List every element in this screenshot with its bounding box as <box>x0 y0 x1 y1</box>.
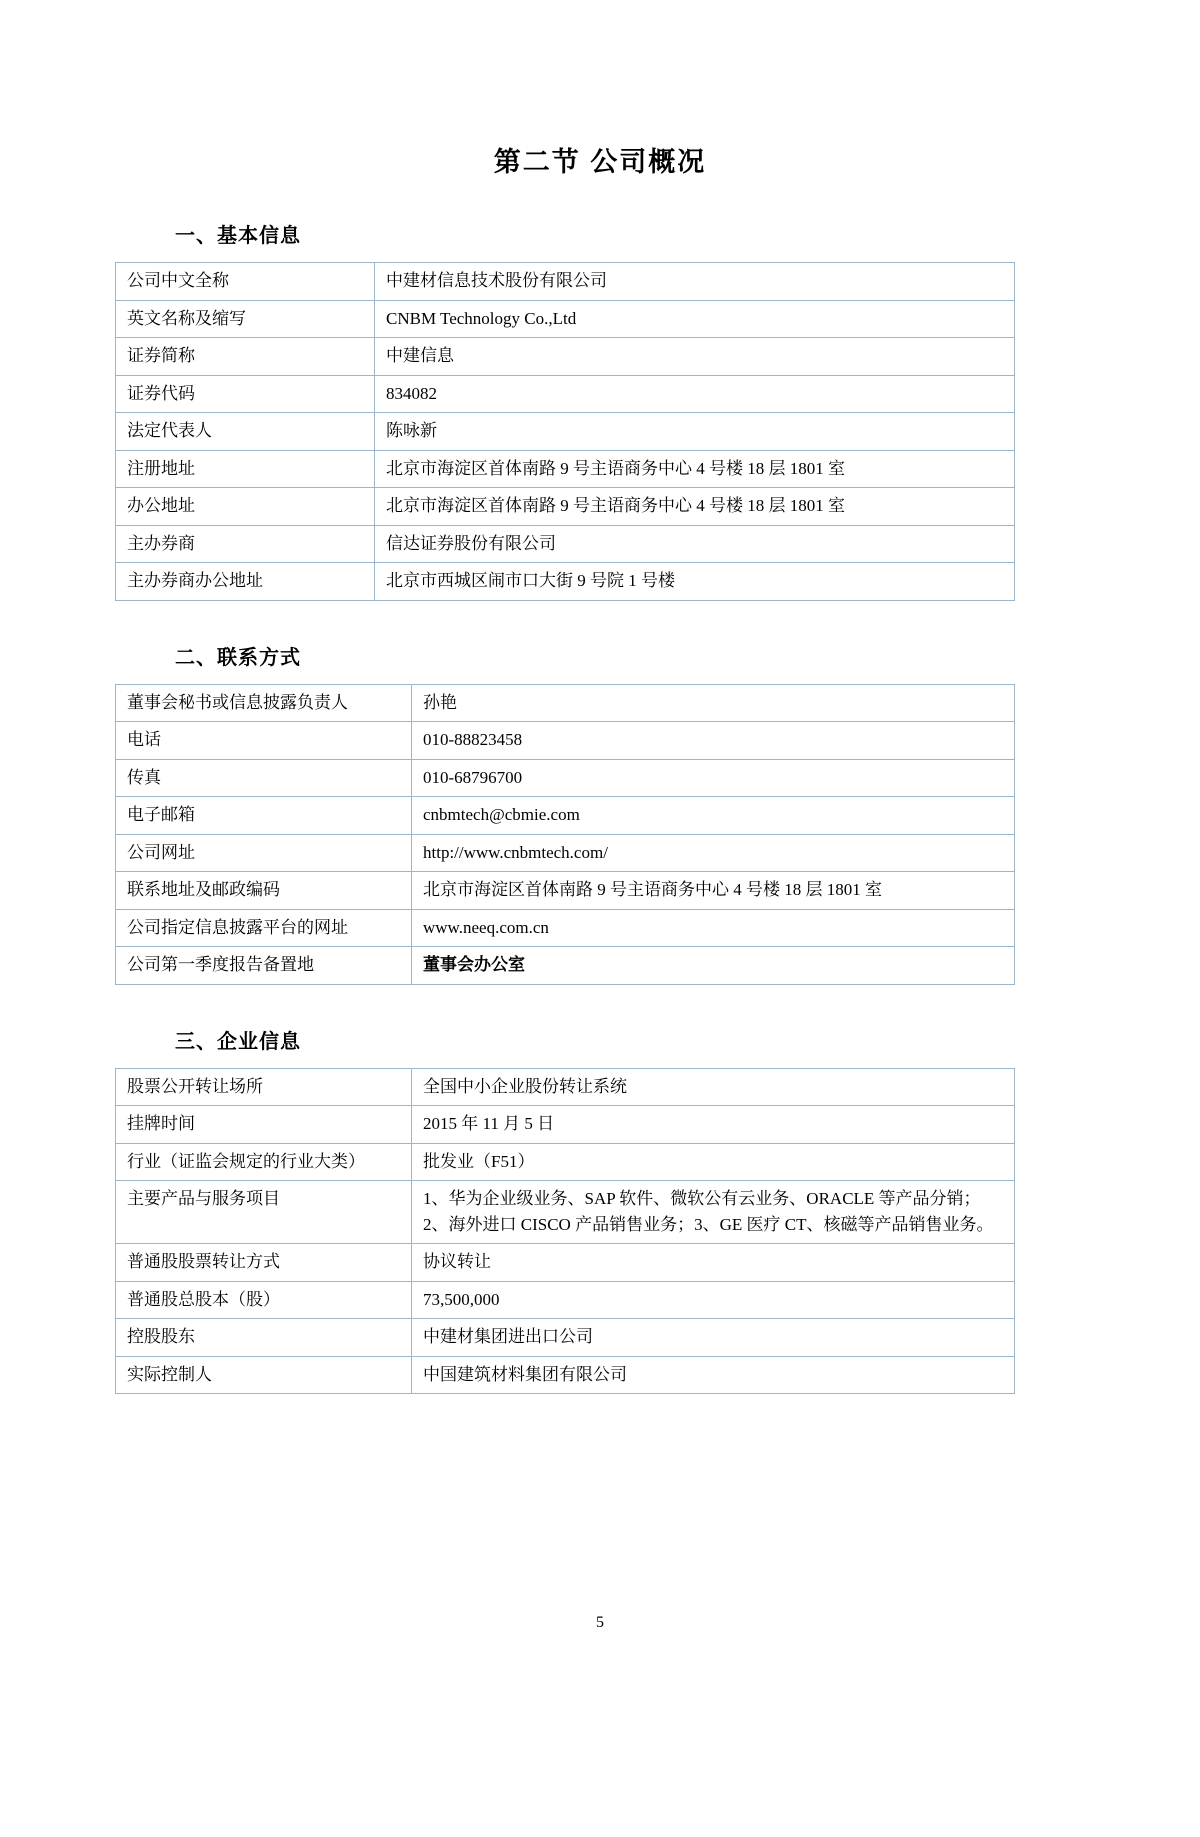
table-row <box>116 1356 1015 1394</box>
row-value: 全国中小企业股份转让系统 <box>412 1068 1015 1106</box>
row-value: 中国建筑材料集团有限公司 <box>412 1356 1015 1394</box>
table-row <box>116 1068 1015 1106</box>
row-value: http://www.cnbmtech.com/ <box>412 834 1015 872</box>
row-label: 联系地址及邮政编码 <box>116 872 412 910</box>
row-label: 公司网址 <box>116 834 412 872</box>
row-value: 北京市海淀区首体南路 9 号主语商务中心 4 号楼 18 层 1801 室 <box>375 450 1015 488</box>
table-row <box>116 759 1015 797</box>
row-label: 英文名称及缩写 <box>116 300 375 338</box>
row-label: 控股股东 <box>116 1319 412 1357</box>
row-value: 2015 年 11 月 5 日 <box>412 1106 1015 1144</box>
table-row <box>116 834 1015 872</box>
table-row <box>116 1244 1015 1282</box>
row-label: 公司第一季度报告备置地 <box>116 947 412 985</box>
row-label: 传真 <box>116 759 412 797</box>
page-title: 第二节 公司概况 <box>493 147 707 177</box>
row-label: 电子邮箱 <box>116 797 412 835</box>
table-row <box>116 909 1015 947</box>
row-value: 孙艳 <box>412 684 1015 722</box>
row-label: 挂牌时间 <box>116 1106 412 1144</box>
table-enterprise-info <box>115 1068 1015 1395</box>
table-row <box>116 1281 1015 1319</box>
row-label: 证券简称 <box>116 338 375 376</box>
row-label: 普通股股票转让方式 <box>116 1244 412 1282</box>
table-row <box>116 375 1015 413</box>
row-label: 证券代码 <box>116 375 375 413</box>
row-value: 010-88823458 <box>412 722 1015 760</box>
row-value: 陈咏新 <box>375 413 1015 451</box>
row-label: 主办券商 <box>116 525 375 563</box>
table-row <box>116 563 1015 601</box>
table-row <box>116 947 1015 985</box>
table-row <box>116 684 1015 722</box>
row-label: 注册地址 <box>116 450 375 488</box>
table-row <box>116 872 1015 910</box>
table-row <box>116 450 1015 488</box>
row-value: 北京市海淀区首体南路 9 号主语商务中心 4 号楼 18 层 1801 室 <box>412 872 1015 910</box>
table-row <box>116 1181 1015 1244</box>
row-value: 北京市海淀区首体南路 9 号主语商务中心 4 号楼 18 层 1801 室 <box>375 488 1015 526</box>
table-row <box>116 1143 1015 1181</box>
row-label: 股票公开转让场所 <box>116 1068 412 1106</box>
row-label: 办公地址 <box>116 488 375 526</box>
row-value: 中建材信息技术股份有限公司 <box>375 263 1015 301</box>
section-heading-basic-info: 一、基本信息 <box>175 225 301 247</box>
row-label: 主要产品与服务项目 <box>116 1181 412 1244</box>
table-basic-info <box>115 262 1015 601</box>
row-label: 行业（证监会规定的行业大类） <box>116 1143 412 1181</box>
document-page <box>0 140 1200 1837</box>
table-row <box>116 488 1015 526</box>
row-value: 信达证券股份有限公司 <box>375 525 1015 563</box>
row-label: 实际控制人 <box>116 1356 412 1394</box>
table-row <box>116 338 1015 376</box>
row-label: 公司中文全称 <box>116 263 375 301</box>
row-value: 1、华为企业级业务、SAP 软件、微软公有云业务、ORACLE 等产品分销；2、海外进口 CISCO 产品销售业务；3、GE 医疗 CT、核磁等产品销售业务。 <box>412 1181 1015 1244</box>
section-heading-contact: 二、联系方式 <box>175 646 301 669</box>
table-row <box>116 722 1015 760</box>
row-value: 批发业（F51） <box>412 1143 1015 1181</box>
row-value: 董事会办公室 <box>412 947 1015 985</box>
table-contact-info <box>115 684 1015 985</box>
row-label: 法定代表人 <box>116 413 375 451</box>
row-value: 中建信息 <box>375 338 1015 376</box>
row-label: 普通股总股本（股） <box>116 1281 412 1319</box>
table-row <box>116 1106 1015 1144</box>
row-label: 董事会秘书或信息披露负责人 <box>116 684 412 722</box>
row-value: www.neeq.com.cn <box>412 909 1015 947</box>
table-row <box>116 263 1015 301</box>
row-value: 北京市西城区闹市口大街 9 号院 1 号楼 <box>375 563 1015 601</box>
table-row <box>116 413 1015 451</box>
row-value: 中建材集团进出口公司 <box>412 1319 1015 1357</box>
table-row <box>116 525 1015 563</box>
table-row <box>116 300 1015 338</box>
section-heading-enterprise-info: 三、企业信息 <box>175 1030 301 1053</box>
row-value: 010-68796700 <box>412 759 1015 797</box>
row-label: 主办券商办公地址 <box>116 563 375 601</box>
row-value: 834082 <box>375 375 1015 413</box>
row-value: 协议转让 <box>412 1244 1015 1282</box>
page-number: 5 <box>596 1614 604 1631</box>
table-row <box>116 797 1015 835</box>
row-label: 公司指定信息披露平台的网址 <box>116 909 412 947</box>
table-row <box>116 1319 1015 1357</box>
row-value: 73,500,000 <box>412 1281 1015 1319</box>
row-value: cnbmtech@cbmie.com <box>412 797 1015 835</box>
row-value: CNBM Technology Co.,Ltd <box>375 300 1015 338</box>
row-label: 电话 <box>116 722 412 760</box>
